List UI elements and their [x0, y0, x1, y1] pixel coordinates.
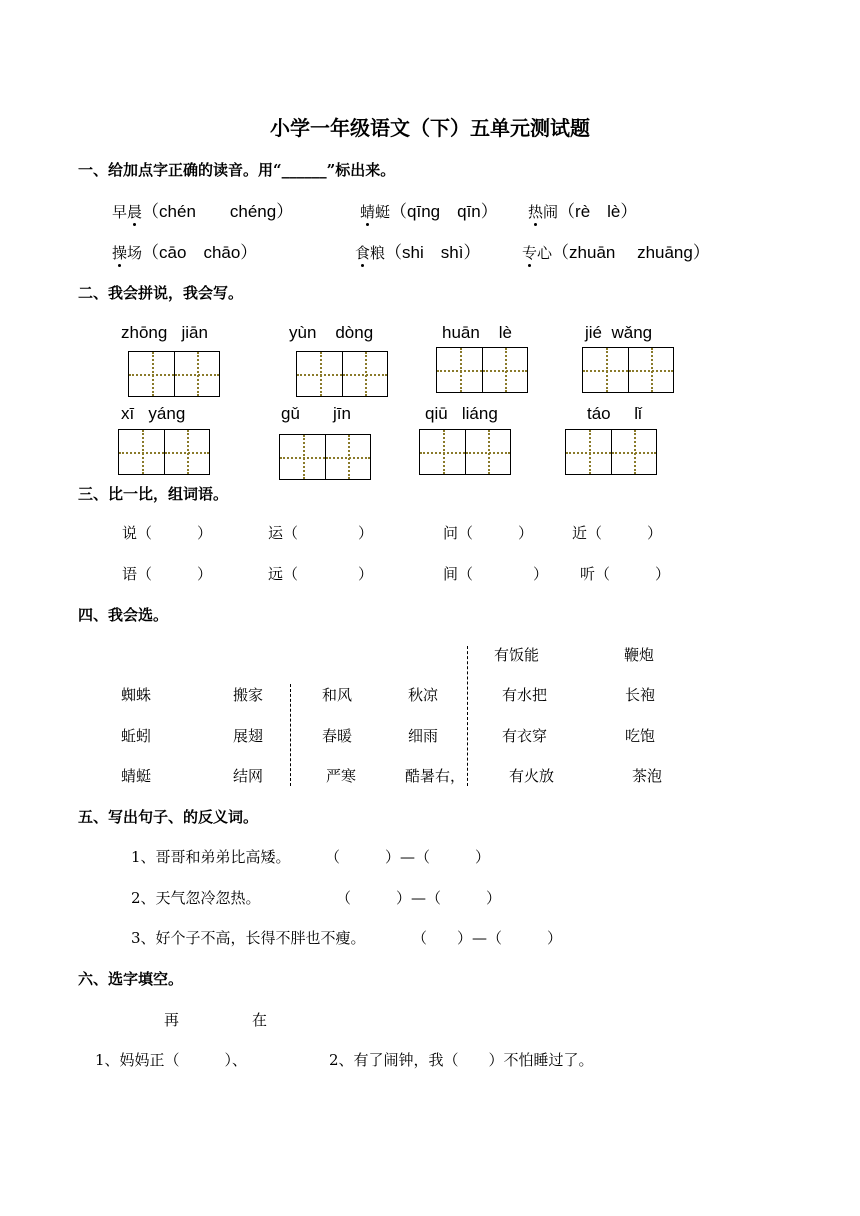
section-5-heading: 五、写出句子、的反义词。	[78, 808, 259, 826]
compare-item: 听（ ）	[580, 565, 671, 583]
s1-item-4: 操场（cāo chāo）	[112, 243, 258, 262]
pinyin-label: gǔ jīn	[281, 404, 351, 423]
divider-line	[467, 646, 468, 786]
writing-grid[interactable]	[296, 351, 388, 397]
divider-line	[290, 684, 291, 786]
choice-word: 有水把	[502, 686, 548, 704]
antonym-blank[interactable]: （ ）—（ ）	[336, 889, 502, 907]
choice-word: 吃饱	[625, 727, 656, 745]
s1-item-6: 专心（zhuān zhuāng）	[522, 243, 710, 262]
s1-item-5: 食粮（shi shì）	[355, 243, 481, 262]
choice-word: 和风	[322, 686, 353, 704]
antonym-blank[interactable]: （ ）—（ ）	[325, 848, 491, 866]
choice-word: 有饭能	[494, 646, 540, 664]
choice-word: 秋凉	[408, 686, 439, 704]
writing-grid[interactable]	[565, 429, 657, 475]
pinyin-label: zhōng jiān	[121, 323, 208, 342]
antonym-sentence: 2、天气忽冷忽热。	[131, 889, 261, 907]
pinyin-label: xī yáng	[121, 404, 186, 423]
compare-item: 间（ ）	[443, 565, 549, 583]
antonym-sentence: 1、哥哥和弟弟比高矮。	[131, 848, 291, 866]
choice-word: 长袍	[625, 686, 656, 704]
s1-item-3: 热闹（rè lè）	[528, 202, 638, 221]
compare-item: 说（ ）	[122, 524, 213, 542]
s1-item-1: 早晨（chén chéng）	[112, 202, 294, 221]
option-char: 在	[252, 1011, 268, 1029]
pinyin-label: táo lǐ	[587, 404, 642, 423]
choice-word: 酷暑右，	[405, 767, 466, 785]
compare-item: 问（ ）	[443, 524, 534, 542]
section-1-heading: 一、给加点字正确的读音。用“______”标出来。	[78, 161, 396, 179]
choice-word: 结网	[233, 767, 264, 785]
section-6-heading: 六、选字填空。	[78, 970, 184, 988]
pinyin-label: huān lè	[442, 323, 512, 342]
pinyin-label: qiū liáng	[425, 404, 498, 423]
choice-word: 蜘蛛	[121, 686, 152, 704]
writing-grid[interactable]	[118, 429, 210, 475]
choice-word: 蚯蚓	[121, 727, 152, 745]
section-3-heading: 三、比一比，组词语。	[78, 485, 229, 503]
choice-word: 有衣穿	[502, 727, 548, 745]
fill-question-2: 2、有了闹钟，我（ ）不怕睡过了。	[329, 1051, 594, 1069]
compare-item: 近（ ）	[572, 524, 663, 542]
compare-item: 语（ ）	[122, 565, 213, 583]
choice-word: 细雨	[408, 727, 439, 745]
section-2-heading: 二、我会拼说，我会写。	[78, 284, 244, 302]
fill-question-1: 1、妈妈正（ ）、	[95, 1051, 248, 1069]
writing-grid[interactable]	[419, 429, 511, 475]
choice-word: 蜻蜓	[121, 767, 152, 785]
choice-word: 茶泡	[632, 767, 663, 785]
compare-item: 运（ ）	[268, 524, 374, 542]
writing-grid[interactable]	[436, 347, 528, 393]
option-char: 再	[164, 1011, 180, 1029]
choice-word: 有火放	[509, 767, 555, 785]
writing-grid[interactable]	[279, 434, 371, 480]
choice-word: 搬家	[233, 686, 264, 704]
compare-item: 远（ ）	[268, 565, 374, 583]
choice-word: 鞭炮	[624, 646, 655, 664]
pinyin-label: jié wǎng	[585, 323, 653, 342]
pinyin-label: yùn dòng	[289, 323, 374, 342]
antonym-blank[interactable]: （ ）—（ ）	[412, 929, 563, 947]
section-4-heading: 四、我会选。	[78, 606, 169, 624]
antonym-sentence: 3、好个子不高，长得不胖也不瘦。	[131, 929, 366, 947]
page-title: 小学一年级语文（下）五单元测试题	[270, 116, 590, 140]
writing-grid[interactable]	[582, 347, 674, 393]
choice-word: 春暖	[322, 727, 353, 745]
choice-word: 展翅	[233, 727, 264, 745]
writing-grid[interactable]	[128, 351, 220, 397]
s1-item-2: 蜻蜓（qīng qīn）	[360, 202, 498, 221]
choice-word: 严寒	[326, 767, 357, 785]
